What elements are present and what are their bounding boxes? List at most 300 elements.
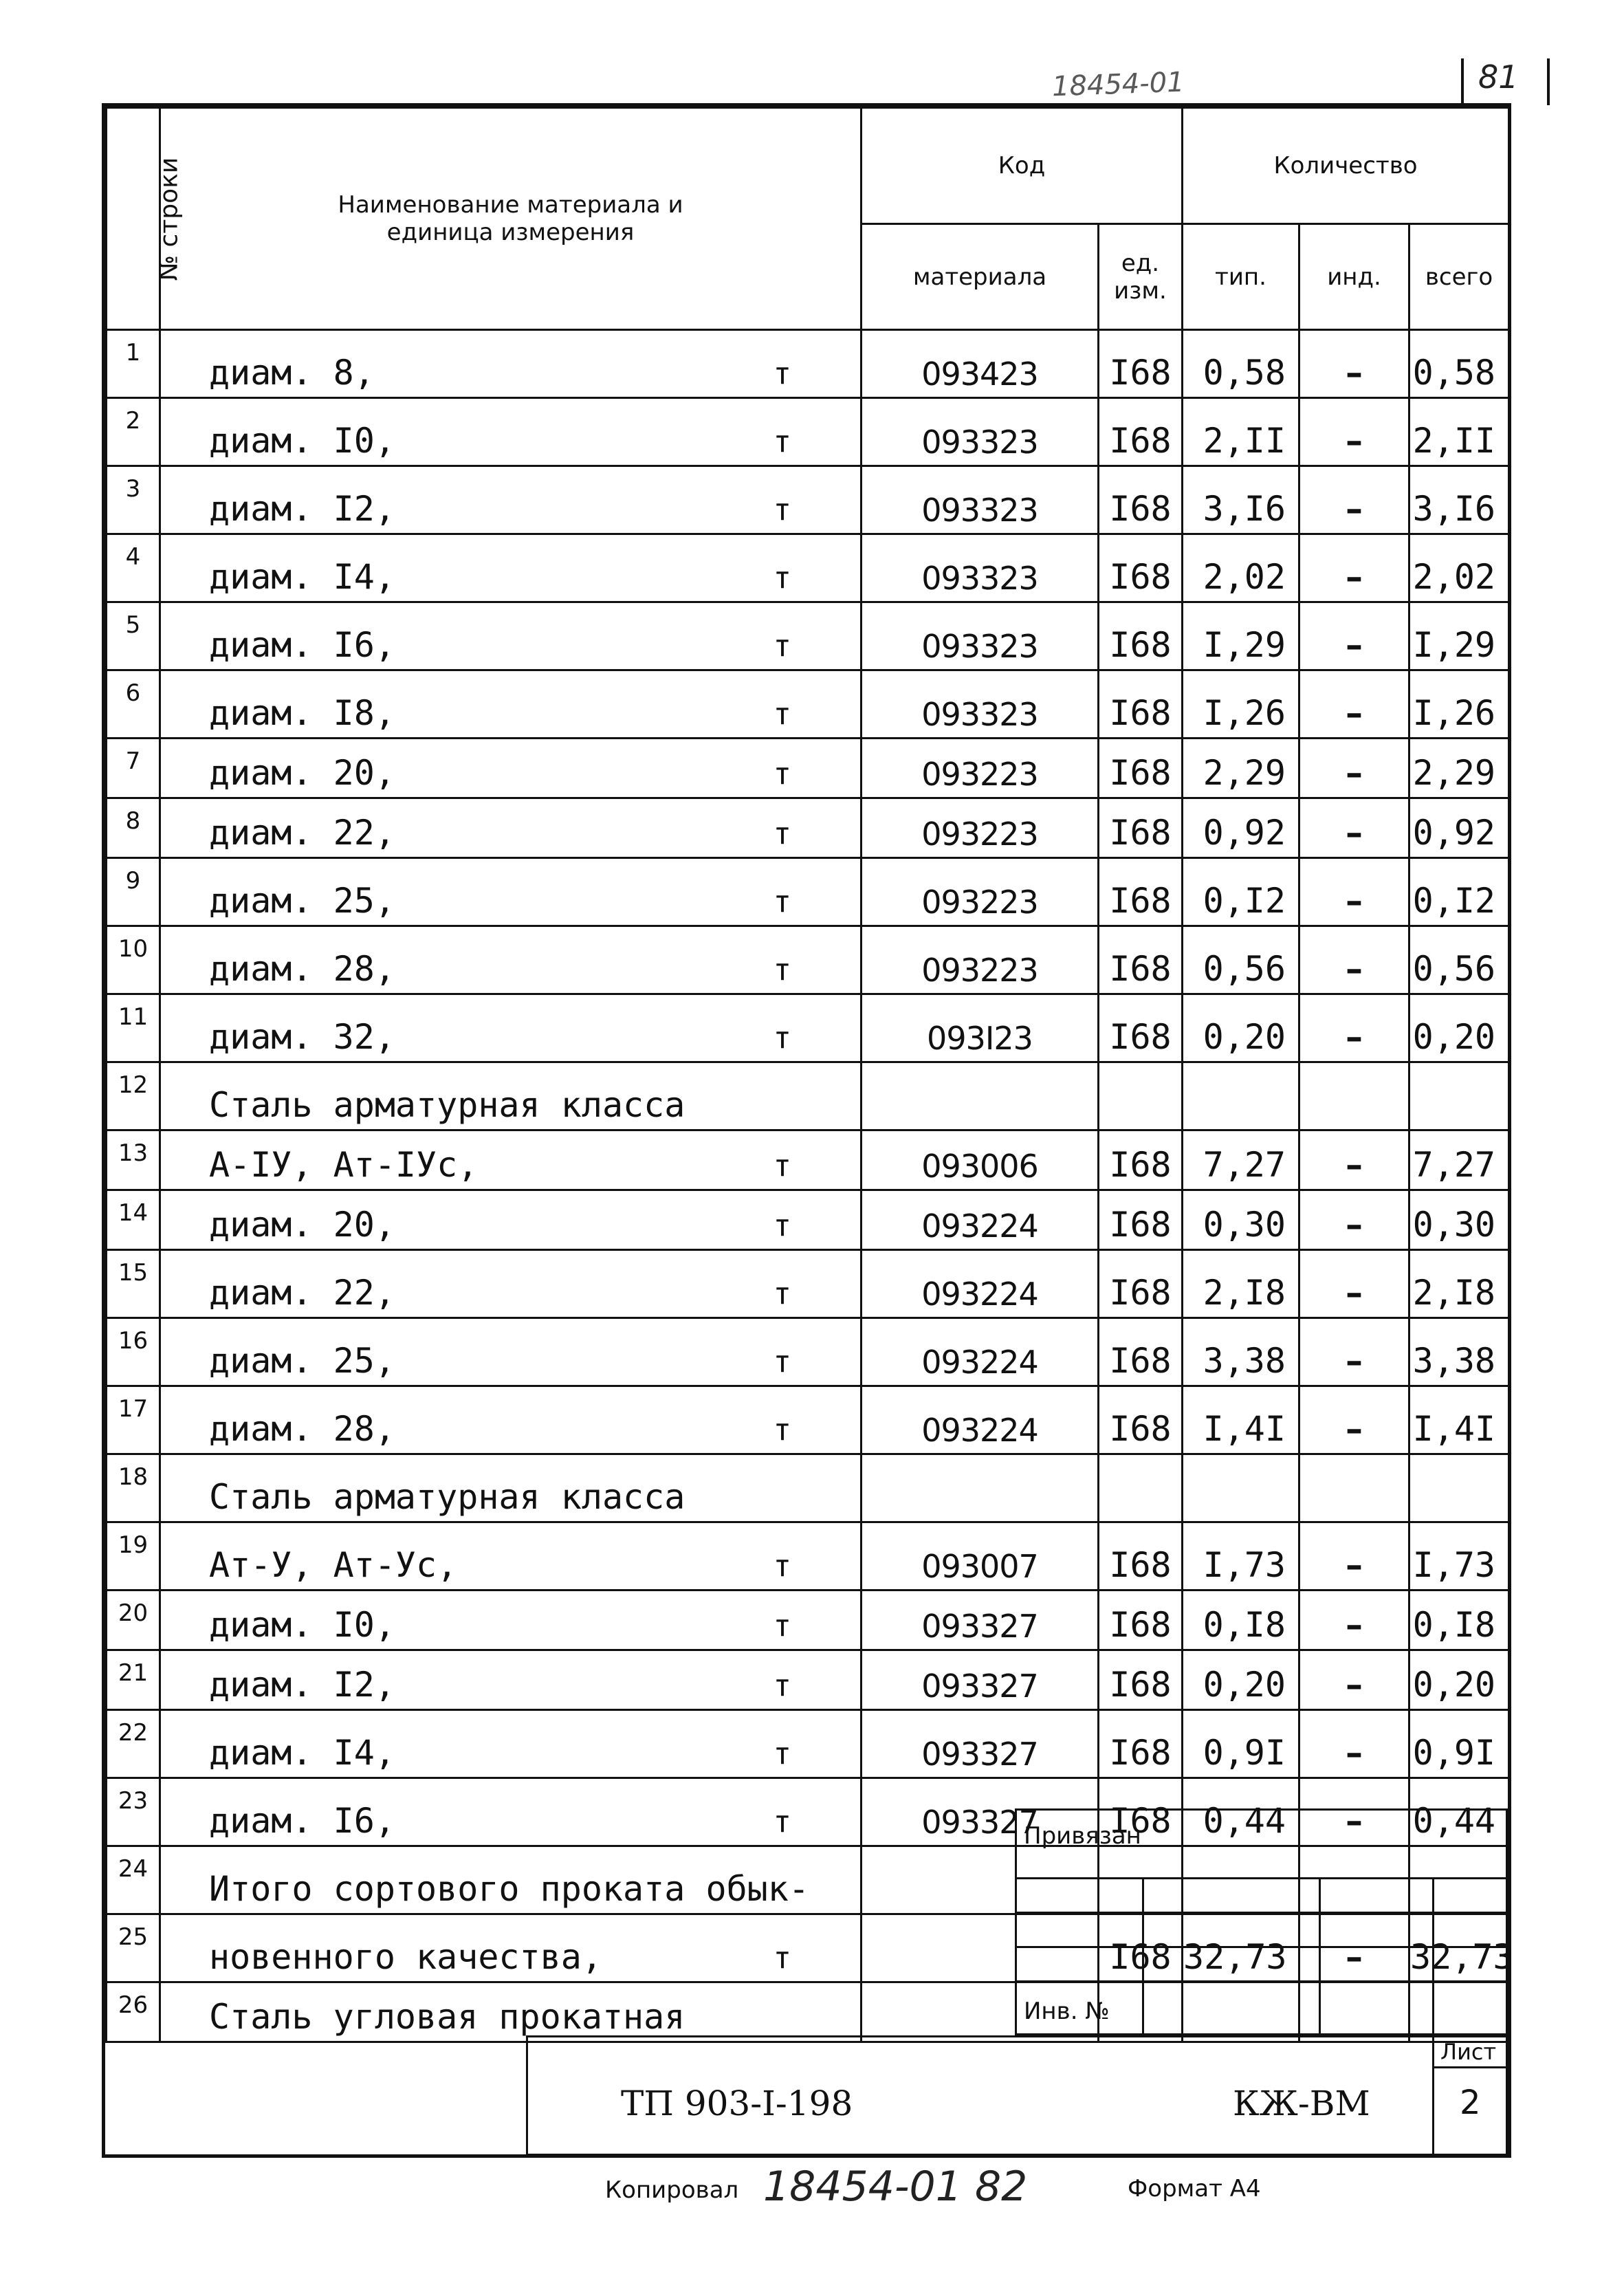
row-number-text: 17: [118, 1395, 149, 1423]
row-number-text: 16: [118, 1327, 149, 1355]
attached-label: Привязан: [1024, 1822, 1141, 1850]
qty-total-text: 7,27: [1412, 1145, 1496, 1185]
qty-typ: [1183, 1130, 1299, 1190]
qty-typ: [1183, 926, 1299, 994]
material-code-text: 093223: [921, 952, 1038, 989]
qty-total: [1409, 1650, 1509, 1710]
unit-label: т: [773, 1412, 791, 1447]
material-code-text: 093323: [921, 424, 1038, 461]
qty-ind-text: –: [1346, 353, 1363, 393]
qty-ind-text: –: [1346, 557, 1363, 597]
unit-code-text: I68: [1109, 1145, 1172, 1185]
row-number-text: 7: [125, 747, 141, 775]
qty-typ-text: 3,I6: [1203, 489, 1286, 529]
table-row: [107, 798, 1509, 858]
table-row: [107, 926, 1509, 994]
header-code: Код: [862, 108, 1183, 224]
qty-ind-text: –: [1346, 1801, 1363, 1841]
material-name: [160, 1522, 862, 1590]
qty-ind-text: –: [1346, 489, 1363, 529]
row-number: [107, 1130, 160, 1190]
qty-ind: [1299, 1590, 1409, 1650]
material-name-text: новенного качества,: [209, 1937, 602, 1977]
qty-typ-text: 32,73: [1183, 1937, 1287, 1977]
qty-typ-text: 3,38: [1203, 1341, 1286, 1381]
material-name-text: диам. 22,: [209, 813, 395, 853]
qty-total: [1409, 398, 1509, 466]
inv-no-label: Инв. №: [1024, 1998, 1110, 2025]
material-name: [160, 1318, 862, 1386]
qty-typ-text: 0,56: [1203, 949, 1286, 989]
qty-total-text: 0,44: [1412, 1801, 1496, 1841]
material-code: [862, 1130, 1099, 1190]
qty-total-text: I,26: [1412, 693, 1496, 733]
header-qty-typ: тип.: [1183, 224, 1299, 330]
unit-label: т: [773, 424, 791, 459]
qty-ind: [1299, 1650, 1409, 1710]
qty-ind-text: –: [1346, 1205, 1363, 1245]
qty-total: [1409, 330, 1509, 398]
qty-ind: [1299, 994, 1409, 1062]
unit-code-text: I68: [1109, 489, 1172, 529]
qty-total: [1409, 1590, 1509, 1650]
unit-label: т: [773, 356, 791, 391]
row-number-text: 9: [125, 867, 141, 895]
qty-ind: [1299, 534, 1409, 602]
material-code-text: 093323: [921, 560, 1038, 597]
qty-typ: [1183, 466, 1299, 534]
qty-total: [1409, 466, 1509, 534]
qty-total: [1409, 1710, 1509, 1778]
table-body: [107, 330, 1514, 2042]
unit-code: [1099, 466, 1183, 534]
qty-ind: [1299, 466, 1409, 534]
material-name: [160, 798, 862, 858]
unit-code: [1099, 602, 1183, 670]
qty-total: [1409, 739, 1509, 798]
material-name-text: диам. I4,: [209, 1733, 395, 1773]
table-row: [107, 1250, 1509, 1318]
material-name-text: диам. I0,: [209, 421, 395, 461]
material-code: [862, 858, 1099, 926]
qty-total-text: 0,I8: [1412, 1605, 1496, 1645]
row-number-text: 13: [118, 1139, 149, 1167]
unit-label: т: [773, 1668, 791, 1703]
material-code-text: 093223: [921, 756, 1038, 793]
qty-typ-text: 0,20: [1203, 1017, 1286, 1057]
material-name-text: диам. 8,: [209, 353, 375, 393]
sheet-label: Лист: [1440, 2039, 1497, 2065]
handwritten-doc-number: 18454-01: [1051, 66, 1185, 103]
material-code: [862, 994, 1099, 1062]
unit-label: т: [773, 1549, 791, 1584]
material-name: [160, 398, 862, 466]
material-name-text: диам. I6,: [209, 1801, 395, 1841]
unit-code-text: I68: [1109, 693, 1172, 733]
unit-label: т: [773, 884, 791, 919]
unit-code: [1099, 1062, 1183, 1130]
material-code: [862, 1318, 1099, 1386]
qty-total: [1409, 1250, 1509, 1318]
row-number-text: 21: [118, 1659, 149, 1687]
material-name: [160, 534, 862, 602]
unit-code-text: I68: [1109, 1605, 1172, 1645]
row-number-text: 15: [118, 1259, 149, 1287]
stamp-line: [1432, 1877, 1434, 2035]
qty-typ-text: 0,20: [1203, 1665, 1286, 1705]
qty-typ-text: 0,I8: [1203, 1605, 1286, 1645]
qty-total-text: 3,38: [1412, 1341, 1496, 1381]
material-name: [160, 1590, 862, 1650]
qty-total: [1409, 1454, 1509, 1522]
qty-total-text: 0,20: [1412, 1665, 1496, 1705]
material-code-text: 093224: [921, 1412, 1038, 1449]
material-code-text: 093I23: [927, 1020, 1033, 1057]
material-name-text: диам. I4,: [209, 557, 395, 597]
qty-typ-text: I,29: [1203, 625, 1286, 665]
material-code: [862, 1386, 1099, 1454]
unit-label: т: [773, 1208, 791, 1243]
qty-total: [1409, 1130, 1509, 1190]
unit-code: [1099, 1130, 1183, 1190]
qty-total-text: 32,73: [1410, 1937, 1514, 1977]
material-name: [160, 994, 862, 1062]
row-number-text: 2: [125, 407, 141, 435]
material-code: [862, 466, 1099, 534]
row-number: [107, 466, 160, 534]
header-row-number: № строки: [107, 108, 160, 330]
qty-typ-text: 2,I8: [1203, 1273, 1286, 1313]
row-number-text: 25: [118, 1923, 149, 1951]
material-name-text: Сталь арматурная класса: [209, 1477, 685, 1517]
qty-ind: [1299, 1250, 1409, 1318]
table-row: [107, 602, 1509, 670]
qty-ind: [1299, 1522, 1409, 1590]
qty-total: [1409, 670, 1509, 739]
qty-total: [1409, 926, 1509, 994]
qty-total: [1409, 994, 1509, 1062]
material-name: [160, 602, 862, 670]
unit-code: [1099, 1522, 1183, 1590]
unit-code-text: I68: [1109, 1801, 1172, 1841]
qty-typ-text: 0,44: [1203, 1801, 1286, 1841]
qty-total: [1409, 1386, 1509, 1454]
qty-ind: [1299, 330, 1409, 398]
header-qty-total: всего: [1409, 224, 1509, 330]
material-name: [160, 466, 862, 534]
qty-total-text: 0,30: [1412, 1205, 1496, 1245]
row-number-text: 23: [118, 1787, 149, 1815]
material-name: [160, 1386, 862, 1454]
qty-ind: [1299, 739, 1409, 798]
header-quantity: Количество: [1183, 108, 1509, 224]
qty-ind: [1299, 858, 1409, 926]
qty-total-text: 2,29: [1412, 753, 1496, 793]
footer: [0, 2163, 1624, 2218]
qty-total: [1409, 1522, 1509, 1590]
material-name: [160, 1062, 862, 1130]
qty-total-text: 2,II: [1412, 421, 1496, 461]
material-code: [862, 330, 1099, 398]
qty-ind-text: –: [1346, 881, 1363, 921]
format-label: Формат А4: [1128, 2175, 1261, 2202]
material-code: [862, 1522, 1099, 1590]
qty-typ: [1183, 1590, 1299, 1650]
qty-ind: [1299, 602, 1409, 670]
qty-total-text: 2,02: [1412, 557, 1496, 597]
qty-typ: [1183, 798, 1299, 858]
header-qty-ind: инд.: [1299, 224, 1409, 330]
row-number: [107, 670, 160, 739]
qty-ind-text: –: [1346, 1605, 1363, 1645]
qty-ind: [1299, 670, 1409, 739]
material-code-text: 093007: [921, 1548, 1038, 1585]
unit-code-text: I68: [1109, 421, 1172, 461]
material-name-text: Итого сортового проката обык-: [209, 1869, 809, 1909]
row-number: [107, 926, 160, 994]
row-number: [107, 1386, 160, 1454]
material-code: [862, 1590, 1099, 1650]
table-row: [107, 1454, 1509, 1522]
material-name-text: диам. I2,: [209, 1665, 395, 1705]
material-name-text: Сталь угловая прокатная: [209, 1997, 685, 2037]
qty-typ-text: 2,29: [1203, 753, 1286, 793]
unit-label: т: [773, 697, 791, 732]
qty-typ-text: I,26: [1203, 693, 1286, 733]
unit-code-text: I68: [1109, 1409, 1172, 1449]
qty-typ: [1183, 398, 1299, 466]
material-code-text: 093323: [921, 628, 1038, 665]
unit-code: [1099, 858, 1183, 926]
material-code-text: 093223: [921, 816, 1038, 853]
table-row: [107, 739, 1509, 798]
qty-typ: [1183, 1710, 1299, 1778]
row-number-text: 4: [125, 543, 141, 571]
qty-total: [1409, 858, 1509, 926]
unit-label: т: [773, 1608, 791, 1643]
unit-code: [1099, 398, 1183, 466]
row-number-text: 19: [118, 1531, 149, 1559]
qty-ind: [1299, 398, 1409, 466]
material-name: [160, 1190, 862, 1250]
qty-total: [1409, 602, 1509, 670]
qty-ind: [1299, 1062, 1409, 1130]
material-code-text: 093224: [921, 1344, 1038, 1381]
material-name: [160, 670, 862, 739]
unit-code: [1099, 1386, 1183, 1454]
unit-code: [1099, 739, 1183, 798]
unit-label: т: [773, 756, 791, 791]
qty-typ-text: 0,30: [1203, 1205, 1286, 1245]
qty-total-text: 0,58: [1412, 353, 1496, 393]
qty-typ-text: 2,II: [1203, 421, 1286, 461]
qty-ind: [1299, 926, 1409, 994]
qty-total-text: 0,I2: [1412, 881, 1496, 921]
row-number: [107, 739, 160, 798]
material-code: [862, 1250, 1099, 1318]
row-number: [107, 330, 160, 398]
qty-typ-text: 0,I2: [1203, 881, 1286, 921]
material-name-text: диам. 20,: [209, 753, 395, 793]
material-name: [160, 1650, 862, 1710]
qty-typ-text: 0,58: [1203, 353, 1286, 393]
unit-code: [1099, 1250, 1183, 1318]
row-number-text: 6: [125, 679, 141, 707]
qty-ind: [1299, 1454, 1409, 1522]
material-code: [862, 602, 1099, 670]
table-row: [107, 1590, 1509, 1650]
unit-code: [1099, 926, 1183, 994]
qty-total-text: 0,20: [1412, 1017, 1496, 1057]
qty-typ: [1183, 670, 1299, 739]
unit-label: т: [773, 816, 791, 851]
unit-code: [1099, 1710, 1183, 1778]
table-row: [107, 330, 1509, 398]
material-code-text: 093327: [921, 1736, 1038, 1773]
unit-code: [1099, 1318, 1183, 1386]
row-number-text: 12: [118, 1071, 149, 1099]
qty-ind-text: –: [1346, 1545, 1363, 1585]
qty-ind-text: –: [1346, 949, 1363, 989]
material-code-text: 093323: [921, 492, 1038, 529]
material-code: [862, 398, 1099, 466]
material-name-text: диам. I2,: [209, 489, 395, 529]
material-name: [160, 1130, 862, 1190]
material-name: [160, 1454, 862, 1522]
unit-code: [1099, 1650, 1183, 1710]
qty-ind-text: –: [1346, 813, 1363, 853]
qty-typ: [1183, 1650, 1299, 1710]
qty-typ-text: I,4I: [1203, 1409, 1286, 1449]
qty-ind: [1299, 798, 1409, 858]
material-name-text: диам. I0,: [209, 1605, 395, 1645]
row-number: [107, 1454, 160, 1522]
material-code: [862, 739, 1099, 798]
material-code-text: 093224: [921, 1207, 1038, 1245]
material-name-text: диам. 25,: [209, 881, 395, 921]
material-code: [862, 1190, 1099, 1250]
qty-typ: [1183, 1190, 1299, 1250]
table-row: [107, 398, 1509, 466]
qty-total-text: 0,9I: [1412, 1733, 1496, 1773]
unit-code-text: I68: [1109, 1733, 1172, 1773]
qty-ind: [1299, 1710, 1409, 1778]
table-row: [107, 1710, 1509, 1778]
qty-total: [1409, 1318, 1509, 1386]
material-name-text: диам. 20,: [209, 1205, 395, 1245]
material-name-text: диам. I6,: [209, 625, 395, 665]
qty-total: [1409, 798, 1509, 858]
drawing-sheet: [102, 103, 1514, 2158]
row-number: [107, 1250, 160, 1318]
row-number-text: 5: [125, 611, 141, 639]
stamp-line: [1142, 1877, 1144, 2035]
material-name: [160, 1710, 862, 1778]
qty-total: [1409, 534, 1509, 602]
row-number-text: 8: [125, 807, 141, 835]
material-code: [862, 926, 1099, 994]
qty-typ: [1183, 1250, 1299, 1318]
row-number-text: 11: [118, 1003, 149, 1031]
unit-code-text: I68: [1109, 753, 1172, 793]
material-code-text: 093327: [921, 1608, 1038, 1645]
material-name: [160, 926, 862, 994]
qty-ind: [1299, 1318, 1409, 1386]
material-code: [862, 1454, 1099, 1522]
unit-code-text: I68: [1109, 1665, 1172, 1705]
material-name: [160, 739, 862, 798]
material-name-text: Сталь арматурная класса: [209, 1085, 685, 1125]
qty-ind: [1299, 1190, 1409, 1250]
qty-ind: [1299, 1130, 1409, 1190]
stamp-line: [1432, 2066, 1508, 2068]
materials-table: [105, 107, 1514, 2043]
qty-typ: [1183, 1454, 1299, 1522]
qty-typ: [1183, 994, 1299, 1062]
unit-code: [1099, 798, 1183, 858]
sheet-number: 2: [1460, 2084, 1481, 2122]
qty-typ: [1183, 739, 1299, 798]
qty-typ-text: 0,9I: [1203, 1733, 1286, 1773]
material-code: [862, 1650, 1099, 1710]
qty-total-text: I,73: [1412, 1545, 1496, 1585]
material-code-text: 093323: [921, 696, 1038, 733]
unit-code-text: I68: [1109, 1017, 1172, 1057]
qty-typ: [1183, 1062, 1299, 1130]
unit-code: [1099, 534, 1183, 602]
row-number-text: 14: [118, 1199, 149, 1227]
qty-typ: [1183, 330, 1299, 398]
qty-ind-text: –: [1346, 1733, 1363, 1773]
qty-typ-text: I,73: [1203, 1545, 1286, 1585]
row-number-text: 10: [118, 935, 149, 963]
row-number-text: 22: [118, 1719, 149, 1747]
unit-code: [1099, 1454, 1183, 1522]
unit-label: т: [773, 1148, 791, 1183]
row-number-text: 26: [118, 1991, 149, 2019]
unit-label: т: [773, 952, 791, 987]
row-number: [107, 1710, 160, 1778]
copied-label: Копировал: [605, 2176, 739, 2204]
material-name-text: диам. 32,: [209, 1017, 395, 1057]
qty-ind-text: –: [1346, 421, 1363, 461]
material-name: [160, 330, 862, 398]
material-name-text: диам. I8,: [209, 693, 395, 733]
table-row: [107, 534, 1509, 602]
material-code: [862, 798, 1099, 858]
qty-total: [1409, 1062, 1509, 1130]
page-number-divider: [1461, 58, 1464, 105]
material-name-text: А-IУ, Ат-IУс,: [209, 1145, 479, 1185]
unit-code-text: I68: [1109, 557, 1172, 597]
qty-typ-text: 0,92: [1203, 813, 1286, 853]
header-name: Наименование материала и единица измерения: [160, 108, 862, 330]
qty-total-text: I,29: [1412, 625, 1496, 665]
stamp-line: [1319, 1877, 1321, 2035]
qty-ind-text: –: [1346, 693, 1363, 733]
unit-label: т: [773, 628, 791, 664]
table-row: [107, 1650, 1509, 1710]
material-code-text: 093006: [921, 1148, 1038, 1185]
unit-code: [1099, 1190, 1183, 1250]
material-code-text: 093423: [921, 356, 1038, 393]
material-name-text: Ат-У, Ат-Ус,: [209, 1545, 458, 1585]
qty-total-text: 3,I6: [1412, 489, 1496, 529]
row-number-text: 20: [118, 1599, 149, 1627]
qty-ind-text: –: [1346, 753, 1363, 793]
title-block: [105, 1808, 1508, 2156]
qty-ind-text: –: [1346, 1017, 1363, 1057]
